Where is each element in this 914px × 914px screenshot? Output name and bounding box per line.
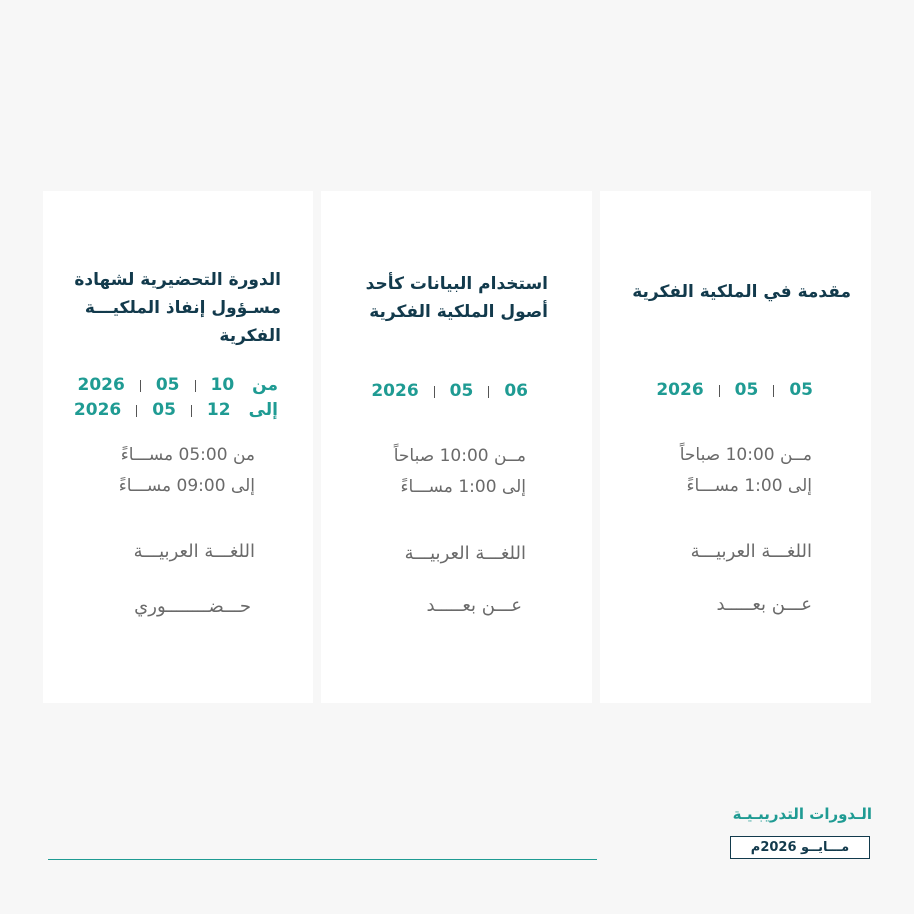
footer-divider [48,859,597,860]
time-to: إلى 09:00 مســـاءً [118,476,255,496]
course-time [394,441,526,503]
date-separator [136,405,137,417]
date-from-label: من [252,375,278,395]
course-language: اللغـــة العربيـــة [404,543,526,564]
course-delivery-mode: عـــن بعـــــد [426,595,522,616]
time-from: مــن 10:00 صباحاً [393,446,526,466]
course-language: اللغـــة العربيـــة [690,541,812,562]
month-badge: مـــايــو 2026م [730,836,870,859]
course-language: اللغـــة العربيـــة [133,541,255,562]
time-to: إلى 1:00 مســـاءً [400,477,526,497]
date-month: 05 [155,375,180,395]
course-delivery-mode: حـــضــــــــوري [134,596,251,617]
date-separator [773,385,774,397]
date-separator [488,386,489,398]
course-date [656,378,813,403]
date-day: 06 [504,381,528,401]
date-year: 2026 [656,380,704,400]
course-delivery-mode: عـــن بعـــــد [716,594,812,615]
date-separator [719,385,720,397]
section-title: الـدورات التدريبـيـة [732,805,872,823]
course-title-line: استخدام البيانات كأحد [365,274,548,294]
date-month: 05 [449,381,474,401]
date-separator [434,386,435,398]
time-from: مــن 10:00 صباحاً [679,445,812,465]
course-card-intro-ip[interactable] [600,191,871,703]
date-separator [140,380,141,392]
course-title-line: مسـؤول إنفاذ الملكيـــة [84,298,281,318]
date-year: 2026 [371,381,419,401]
course-title [611,278,851,306]
course-date-from [78,373,279,398]
date-month: 05 [734,380,759,400]
course-title [49,266,281,350]
date-year: 2026 [73,400,122,420]
course-card-enforcement-prep[interactable] [43,191,313,703]
date-to-label: إلى [248,400,278,420]
course-title-line: الفكرية [219,326,281,346]
date-separator [195,380,196,392]
date-day: 10 [210,375,235,395]
date-day: 12 [206,400,231,420]
course-title [328,270,548,326]
course-title-line: أصول الملكية الفكرية [369,302,548,322]
course-card-data-assets[interactable] [321,191,592,703]
date-day: 05 [789,380,813,400]
course-time [680,440,812,502]
course-date [371,379,528,404]
course-time [119,440,255,502]
course-date-to [74,398,278,423]
date-month: 05 [152,400,176,420]
course-title-line: مقدمة في الملكية الفكرية [632,282,851,302]
date-separator [191,405,192,417]
course-title-line: الدورة التحضيرية لشهادة [74,270,281,290]
date-year: 2026 [77,375,125,395]
time-from: من 05:00 مســـاءً [120,445,255,465]
time-to: إلى 1:00 مســـاءً [686,476,812,496]
